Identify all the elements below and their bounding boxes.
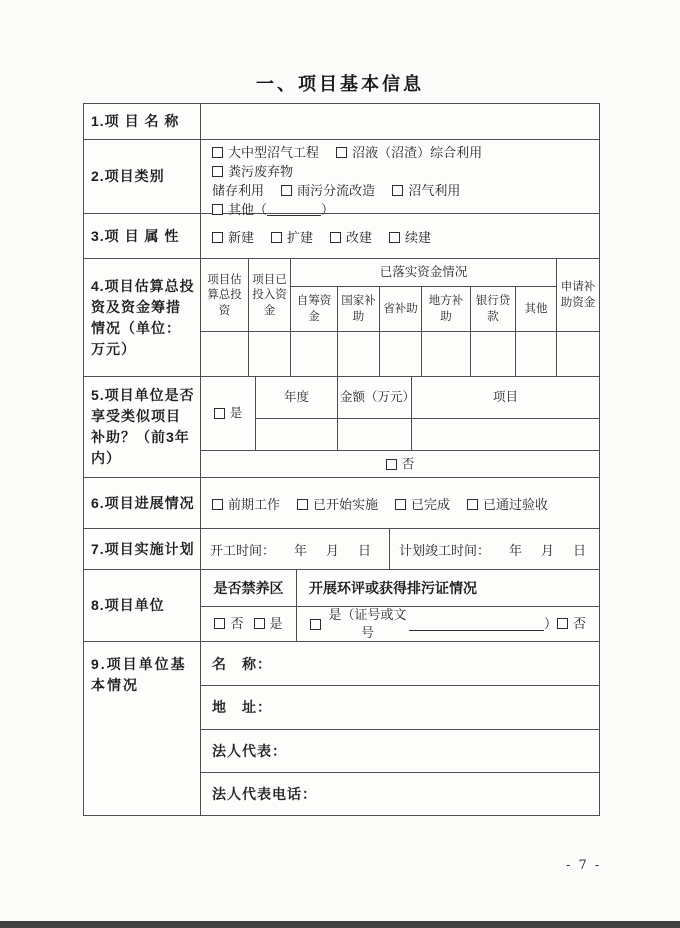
project-info-table: [83, 103, 600, 816]
col-header-apply-subsidy: 申请补助资金: [556, 259, 599, 331]
option-label: 续建: [405, 230, 432, 246]
col-header-estimate-total: 项目估算总投资: [207, 271, 242, 317]
option-label: 已完成: [411, 497, 451, 513]
start-date-cell: [201, 529, 389, 569]
col-header-bank-loan: 银行贷款: [470, 286, 515, 331]
option-label: 改建: [346, 230, 373, 246]
project-category-options: [201, 140, 599, 218]
empty-value-cell: [248, 331, 290, 376]
option-label: 其他（: [228, 203, 268, 218]
option-label: 否: [572, 616, 586, 632]
zone-yes-option: [254, 616, 283, 634]
day-unit: 日: [573, 543, 587, 559]
unit-name-field: 名 称：: [212, 655, 272, 672]
project-name-blank-cell: [201, 104, 599, 139]
year-unit: 年: [509, 543, 523, 559]
attribute-option: [212, 227, 254, 246]
option-label: 否: [230, 616, 244, 632]
schedule-subtable: [201, 529, 599, 569]
empty-value-cell: [337, 331, 379, 376]
option-label: 已开始实施: [313, 497, 379, 513]
checkbox-icon: [281, 185, 292, 196]
attribute-option: [271, 227, 313, 246]
checkbox-icon: [395, 499, 406, 510]
category-option: [392, 184, 460, 199]
option-label: 大中型沼气工程: [228, 146, 320, 161]
group-header-secured-funds: 已落实资金情况: [290, 259, 556, 286]
checkbox-icon: [212, 147, 223, 158]
progress-option: [297, 494, 378, 513]
zone-no-option: [214, 616, 243, 634]
checkbox-icon: [310, 619, 321, 630]
legal-representative-field: 法人代表：: [201, 729, 599, 772]
option-label: 否: [401, 455, 415, 471]
day-unit: 日: [358, 543, 372, 559]
checkbox-icon: [557, 618, 568, 629]
row-label-similar-subsidy: 5.项目单位是否享受类似项目补助？（前3年内）: [84, 377, 201, 477]
progress-option: [212, 494, 280, 513]
header-forbidden-zone: 是否禁养区: [213, 579, 284, 596]
col-header-year: 年度: [255, 377, 337, 418]
empty-value-cell: [379, 331, 421, 376]
funding-subtable: [201, 259, 599, 376]
option-label: 沼液（沼渣）综合利用: [352, 146, 483, 161]
empty-value-cell: [337, 418, 411, 450]
option-label: 粪污废弃物: [228, 165, 294, 180]
option-label: 扩建: [287, 230, 314, 246]
empty-value-cell: [411, 418, 599, 450]
empty-value-cell: [470, 331, 515, 376]
row-label-unit-basic-info: 9.项目单位基本情况: [84, 642, 201, 815]
subsidy-no-option: [201, 450, 599, 477]
checkbox-icon: [214, 408, 225, 419]
category-option: [212, 165, 293, 180]
finish-date-label: 计划竣工时间：: [399, 543, 491, 559]
col-header-national-subsidy: 国家补助: [337, 286, 379, 331]
row-project-attribute: [84, 213, 599, 258]
row-project-unit: [84, 569, 599, 641]
checkbox-icon: [389, 232, 400, 243]
col-header-invested: 项目已投入资金: [248, 259, 290, 331]
col-header-amount: 金额（万元）: [337, 377, 411, 418]
checkbox-icon: [297, 499, 308, 510]
empty-value-cell: [201, 331, 248, 376]
col-header-local-subsidy: 地方补助: [421, 286, 470, 331]
bottom-scan-bar: [0, 921, 680, 928]
zone-options: [201, 606, 296, 642]
empty-value-cell: [290, 331, 337, 376]
option-label: 是: [229, 405, 243, 421]
row-label-project-progress: 6.项目进展情况: [84, 478, 201, 528]
finish-date-cell: [389, 529, 599, 569]
year-unit: 年: [294, 543, 308, 559]
page-number: - 7 -: [566, 858, 602, 873]
checkbox-icon: [212, 499, 223, 510]
row-label-investment-funding: 4.项目估算总投资及资金筹措情况（单位：万元）: [84, 259, 201, 376]
option-label: 是: [269, 616, 283, 632]
row-label-project-unit: 8.项目单位: [84, 570, 201, 641]
option-label: 前期工作: [228, 497, 281, 513]
attribute-option: [389, 227, 431, 246]
progress-option: [395, 494, 450, 513]
checkbox-icon: [271, 232, 282, 243]
month-unit: 月: [541, 543, 555, 559]
category-option: [281, 184, 375, 199]
checkbox-icon: [386, 459, 397, 470]
row-implementation-plan: [84, 528, 599, 569]
col-header-other: 其他: [515, 286, 556, 331]
month-unit: 月: [326, 543, 340, 559]
project-attribute-options: [201, 214, 599, 258]
start-date-label: 开工时间：: [210, 543, 276, 559]
option-label: 雨污分流改造: [297, 184, 376, 199]
unit-address-field: 地 址：: [201, 685, 599, 728]
row-project-progress: [84, 477, 599, 528]
checkbox-icon: [467, 499, 478, 510]
option-label: ）: [321, 203, 335, 218]
section-title: 一、项目基本信息: [256, 74, 424, 94]
col-header-project: 项目: [411, 377, 599, 418]
legal-representative-phone-field: 法人代表电话：: [201, 772, 599, 815]
subsidy-yes-option: [201, 377, 255, 450]
checkbox-icon: [214, 618, 225, 629]
col-header-self-raised: 自筹资金: [290, 286, 337, 331]
permit-options: [296, 606, 599, 642]
unit-permit-subtable: [201, 570, 599, 641]
header-env-permit: 开展环评或获得排污证情况: [296, 570, 599, 606]
checkbox-icon: [392, 185, 403, 196]
empty-value-cell: [515, 331, 556, 376]
row-project-category: [84, 139, 599, 218]
subsidy-history-subtable: [201, 377, 599, 477]
row-label-implementation-plan: 7.项目实施计划: [84, 529, 201, 569]
option-label: 新建: [228, 230, 255, 246]
empty-value-cell: [421, 331, 470, 376]
project-progress-options: [201, 478, 599, 528]
attribute-option: [330, 227, 372, 246]
unit-info-subtable: [201, 642, 599, 815]
progress-option: [467, 494, 548, 513]
cert-suffix-label: ）: [543, 616, 557, 632]
empty-value-cell: [255, 418, 337, 450]
empty-value-cell: [556, 331, 599, 376]
cert-prefix-label: 是（证号或文号: [328, 608, 407, 641]
row-similar-subsidy: [84, 376, 599, 477]
col-header-provincial-subsidy: 省补助: [379, 286, 421, 331]
cert-number-underline: [409, 619, 544, 631]
row-label-project-name: 1.项 目 名 称: [84, 104, 201, 139]
checkbox-icon: [330, 232, 341, 243]
row-investment-funding: [84, 258, 599, 376]
permit-no-option: [557, 616, 586, 634]
category-option-continuation: 储存利用: [212, 184, 265, 199]
category-option: [212, 146, 319, 161]
row-unit-basic-info: [84, 641, 599, 815]
option-label: 沼气利用: [408, 184, 461, 199]
checkbox-icon: [212, 166, 223, 177]
checkbox-icon: [336, 147, 347, 158]
option-label: 已通过验收: [483, 497, 549, 513]
category-option: [336, 146, 482, 161]
row-project-name: [84, 104, 599, 139]
checkbox-icon: [212, 232, 223, 243]
row-label-project-category: 2.项目类别: [84, 140, 201, 213]
checkbox-icon: [254, 618, 265, 629]
row-label-project-attribute: 3.项 目 属 性: [84, 214, 201, 258]
